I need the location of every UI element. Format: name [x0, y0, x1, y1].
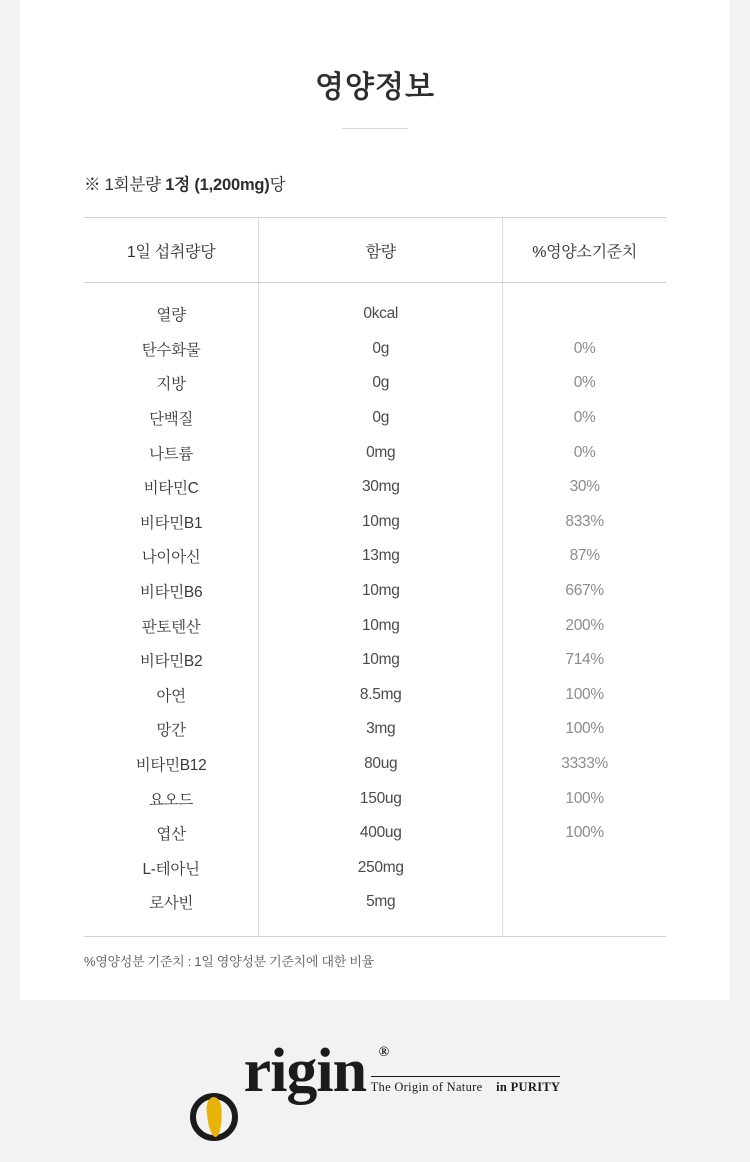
- column-header-nutrient: 1일 섭취량당: [84, 218, 259, 283]
- nutrition-table-wrapper: [84, 217, 666, 937]
- cell-amount: 10mg: [259, 608, 503, 643]
- cell-amount: 8.5mg: [259, 678, 503, 713]
- serving-amount: 1정 (1,200mg): [165, 176, 270, 194]
- page-title: 영양정보: [315, 71, 435, 104]
- cell-percent: 200%: [565, 616, 604, 634]
- cell-amount: 0g: [259, 332, 503, 367]
- cell-amount: 80ug: [259, 747, 503, 782]
- serving-size-line: [84, 171, 730, 195]
- logo-text: rigin: [243, 1037, 367, 1105]
- cell-percent: 667%: [565, 582, 604, 600]
- cell-nutrient-name: 단백질: [149, 411, 194, 429]
- table-row: [84, 283, 666, 332]
- cell-amount: 0g: [259, 366, 503, 401]
- table-head: [84, 218, 666, 283]
- serving-prefix: ※ 1회분량: [84, 176, 166, 194]
- cell-percent: 0%: [573, 443, 596, 461]
- table-row: [84, 885, 666, 936]
- cell-amount: 400ug: [259, 816, 503, 851]
- cell-amount: 13mg: [259, 539, 503, 574]
- cell-nutrient-name: 비타민C: [143, 480, 199, 498]
- logo-tagline: [371, 1076, 561, 1095]
- logo-wordmark: [190, 1037, 389, 1105]
- logo-row: [190, 1037, 561, 1105]
- cell-percent: 100%: [565, 789, 604, 807]
- cell-nutrient-name: 요오드: [149, 791, 194, 809]
- cell-percent: 87%: [569, 547, 600, 565]
- cell-nutrient-name: 나이아신: [141, 549, 201, 567]
- cell-percent: 833%: [565, 512, 604, 530]
- cell-nutrient-name: 엽산: [156, 826, 186, 844]
- table-row: [84, 712, 666, 747]
- cell-percent: 3333%: [561, 755, 609, 773]
- cell-nutrient-name: 로사빈: [149, 895, 194, 913]
- cell-nutrient-name: 열량: [156, 307, 186, 325]
- table-row: [84, 851, 666, 886]
- table-row: [84, 401, 666, 436]
- table-row: [84, 505, 666, 540]
- title-divider: [342, 128, 408, 129]
- cell-nutrient-name: 판토텐산: [141, 618, 201, 636]
- table-row: [84, 608, 666, 643]
- table-row: [84, 781, 666, 816]
- cell-amount: 0g: [259, 401, 503, 436]
- column-header-percent: %영양소기준치: [503, 218, 666, 283]
- table-row: [84, 435, 666, 470]
- cell-percent: 100%: [565, 720, 604, 738]
- cell-nutrient-name: 탄수화물: [141, 341, 201, 359]
- cell-percent: [503, 283, 666, 332]
- cell-nutrient-name: 비타민B12: [135, 757, 207, 775]
- table-row: [84, 539, 666, 574]
- cell-nutrient-name: 비타민B6: [139, 584, 203, 602]
- registered-trademark-icon: ®: [378, 1045, 389, 1060]
- footnote: %영양성분 기준치 : 1일 영양성분 기준치에 대한 비율: [84, 953, 374, 969]
- cell-percent: 714%: [565, 651, 604, 669]
- serving-suffix: 당: [269, 176, 286, 194]
- table-row: [84, 747, 666, 782]
- cell-percent: 100%: [565, 685, 604, 703]
- cell-amount: 0kcal: [259, 283, 503, 332]
- cell-amount: 10mg: [259, 574, 503, 609]
- brand-logo: [0, 1037, 750, 1105]
- cell-nutrient-name: 비타민B2: [139, 653, 203, 671]
- cell-percent: [503, 851, 666, 886]
- table-row: [84, 332, 666, 367]
- nutrition-table: [84, 218, 666, 936]
- cell-amount: 250mg: [259, 851, 503, 886]
- cell-percent: 30%: [569, 478, 600, 496]
- cell-percent: [503, 885, 666, 936]
- cell-nutrient-name: 지방: [156, 376, 186, 394]
- table-row: [84, 678, 666, 713]
- cell-percent: 100%: [565, 824, 604, 842]
- table-body: [84, 283, 666, 936]
- cell-nutrient-name: 나트륨: [149, 445, 194, 463]
- cell-percent: 0%: [573, 374, 596, 392]
- cell-nutrient-name: L-테아닌: [142, 860, 200, 878]
- cell-nutrient-name: 망간: [156, 722, 186, 740]
- table-header-row: [84, 218, 666, 283]
- logo-tagline-right: in PURITY: [496, 1080, 561, 1094]
- table-row: [84, 574, 666, 609]
- cell-amount: 5mg: [259, 885, 503, 936]
- cell-amount: 10mg: [259, 505, 503, 540]
- nutrition-card: [20, 0, 730, 1000]
- cell-nutrient-name: 아연: [156, 687, 186, 705]
- cell-amount: 150ug: [259, 781, 503, 816]
- cell-amount: 30mg: [259, 470, 503, 505]
- table-row: [84, 643, 666, 678]
- cell-nutrient-name: 비타민B1: [139, 514, 203, 532]
- logo-tagline-left: The Origin of Nature: [370, 1080, 483, 1094]
- table-row: [84, 366, 666, 401]
- cell-amount: 0mg: [259, 435, 503, 470]
- cell-amount: 10mg: [259, 643, 503, 678]
- cell-percent: 0%: [573, 339, 596, 357]
- table-row: [84, 470, 666, 505]
- cell-percent: 0%: [573, 409, 596, 427]
- cell-amount: 3mg: [259, 712, 503, 747]
- table-row: [84, 816, 666, 851]
- column-header-amount: 함량: [259, 218, 503, 283]
